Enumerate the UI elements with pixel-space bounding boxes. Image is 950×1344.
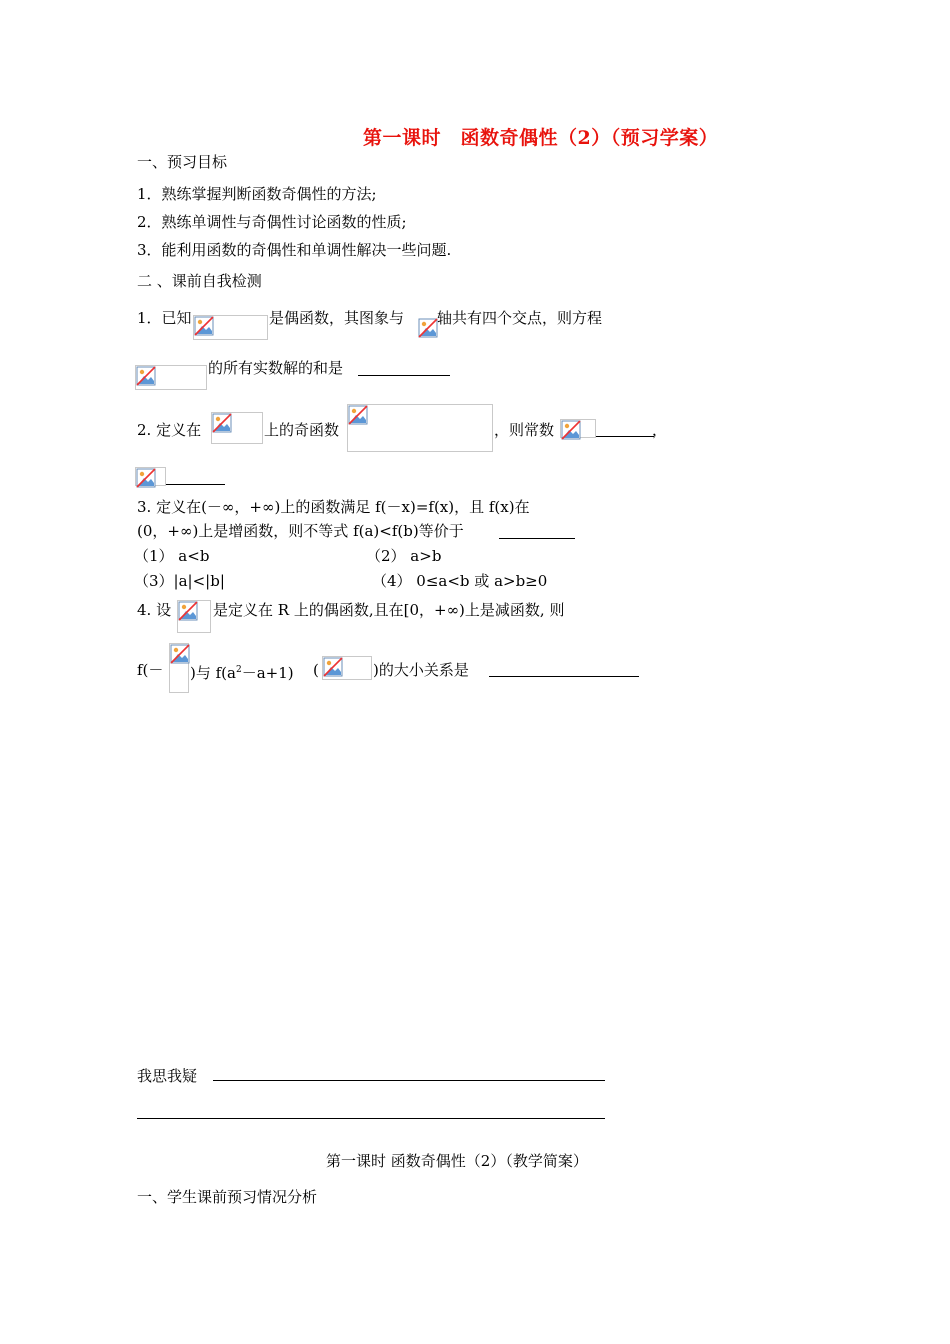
goal-item-1: 1．熟练掌握判断函数奇偶性的方法; [137, 185, 377, 203]
formula-image [169, 643, 189, 693]
q4-text-c1: f(－ [137, 661, 164, 679]
q3-option-3: （3）|a|<|b| [134, 572, 225, 590]
answer-blank [166, 484, 225, 485]
broken-image-icon [170, 644, 190, 664]
section-heading-self-check: 二 、课前自我检测 [137, 272, 262, 290]
broken-image-icon [136, 468, 156, 488]
reflection-line-2 [137, 1118, 605, 1119]
q4-text-a: 4. 设 [137, 601, 172, 619]
broken-image-icon [212, 413, 232, 433]
formula-image [560, 419, 596, 438]
section-heading-preview-goals: 一、预习目标 [137, 153, 228, 171]
formula-image [193, 315, 268, 340]
q4-text-c2 [190, 661, 294, 682]
q1-text-c: 轴共有四个交点，则方程 [437, 309, 603, 327]
formula-image [211, 412, 263, 444]
q1-text-d: 的所有实数解的和是 [208, 359, 344, 377]
answer-blank [596, 436, 654, 437]
q4-text-b: 是定义在 R 上的偶函数,且在[0，+∞)上是减函数, 则 [213, 601, 565, 619]
q2-text-a: 2. 定义在 [137, 421, 202, 439]
q2-text-b: 上的奇函数 [264, 421, 340, 439]
broken-image-icon [561, 420, 581, 440]
reflection-line-1 [213, 1080, 605, 1081]
formula-image [418, 318, 438, 338]
q4-text-c2-main: )与 f(a [190, 664, 236, 682]
reflection-label: 我思我疑 [137, 1067, 198, 1085]
broken-image-icon [178, 601, 198, 621]
formula-image [322, 656, 372, 680]
q2-text-c: ，则常数 [494, 421, 555, 439]
q3-line-2: (0，+∞)上是增函数，则不等式 f(a)<f(b)等价于 [137, 522, 464, 540]
broken-image-icon [418, 318, 438, 338]
formula-image [347, 404, 493, 452]
q1-text-b: 是偶函数，其图象与 [269, 309, 405, 327]
answer-blank [358, 375, 450, 376]
q2-text-d: ， [652, 421, 668, 439]
teaching-plan-section-heading: 一、学生课前预习情况分析 [137, 1188, 318, 1206]
teaching-plan-title: 第一课时 函数奇偶性（2）（教学简案） [326, 1152, 588, 1170]
q3-option-1: （1） a<b [134, 547, 210, 565]
broken-image-icon [323, 657, 343, 677]
q1-text-a: 1．已知 [137, 309, 192, 327]
goal-item-2: 2．熟练单调性与奇偶性讨论函数的性质; [137, 213, 407, 231]
goal-item-3: 3．能利用函数的奇偶性和单调性解决一些问题. [137, 241, 452, 259]
broken-image-icon [136, 366, 156, 386]
broken-image-icon [348, 405, 368, 425]
broken-image-icon [194, 316, 214, 336]
formula-image [135, 365, 207, 390]
q3-line-1: 3. 定义在(－∞，+∞)上的函数满足 f(－x)=f(x)，且 f(x)在 [137, 498, 530, 516]
answer-blank [489, 676, 639, 677]
formula-image [135, 467, 166, 486]
q4-text-c5: )的大小关系是 [373, 661, 469, 679]
q3-option-2: （2） a>b [366, 547, 442, 565]
q4-text-c4: ( [313, 661, 319, 679]
answer-blank [499, 538, 575, 539]
q4-superscript: 2 [235, 665, 242, 675]
q4-text-c3: －a+1) [241, 664, 294, 682]
q3-option-4: （4） 0≤a<b 或 a>b≥0 [372, 572, 548, 590]
formula-image [177, 600, 211, 633]
page-title: 第一课时 函数奇偶性（2）（预习学案） [363, 127, 719, 149]
